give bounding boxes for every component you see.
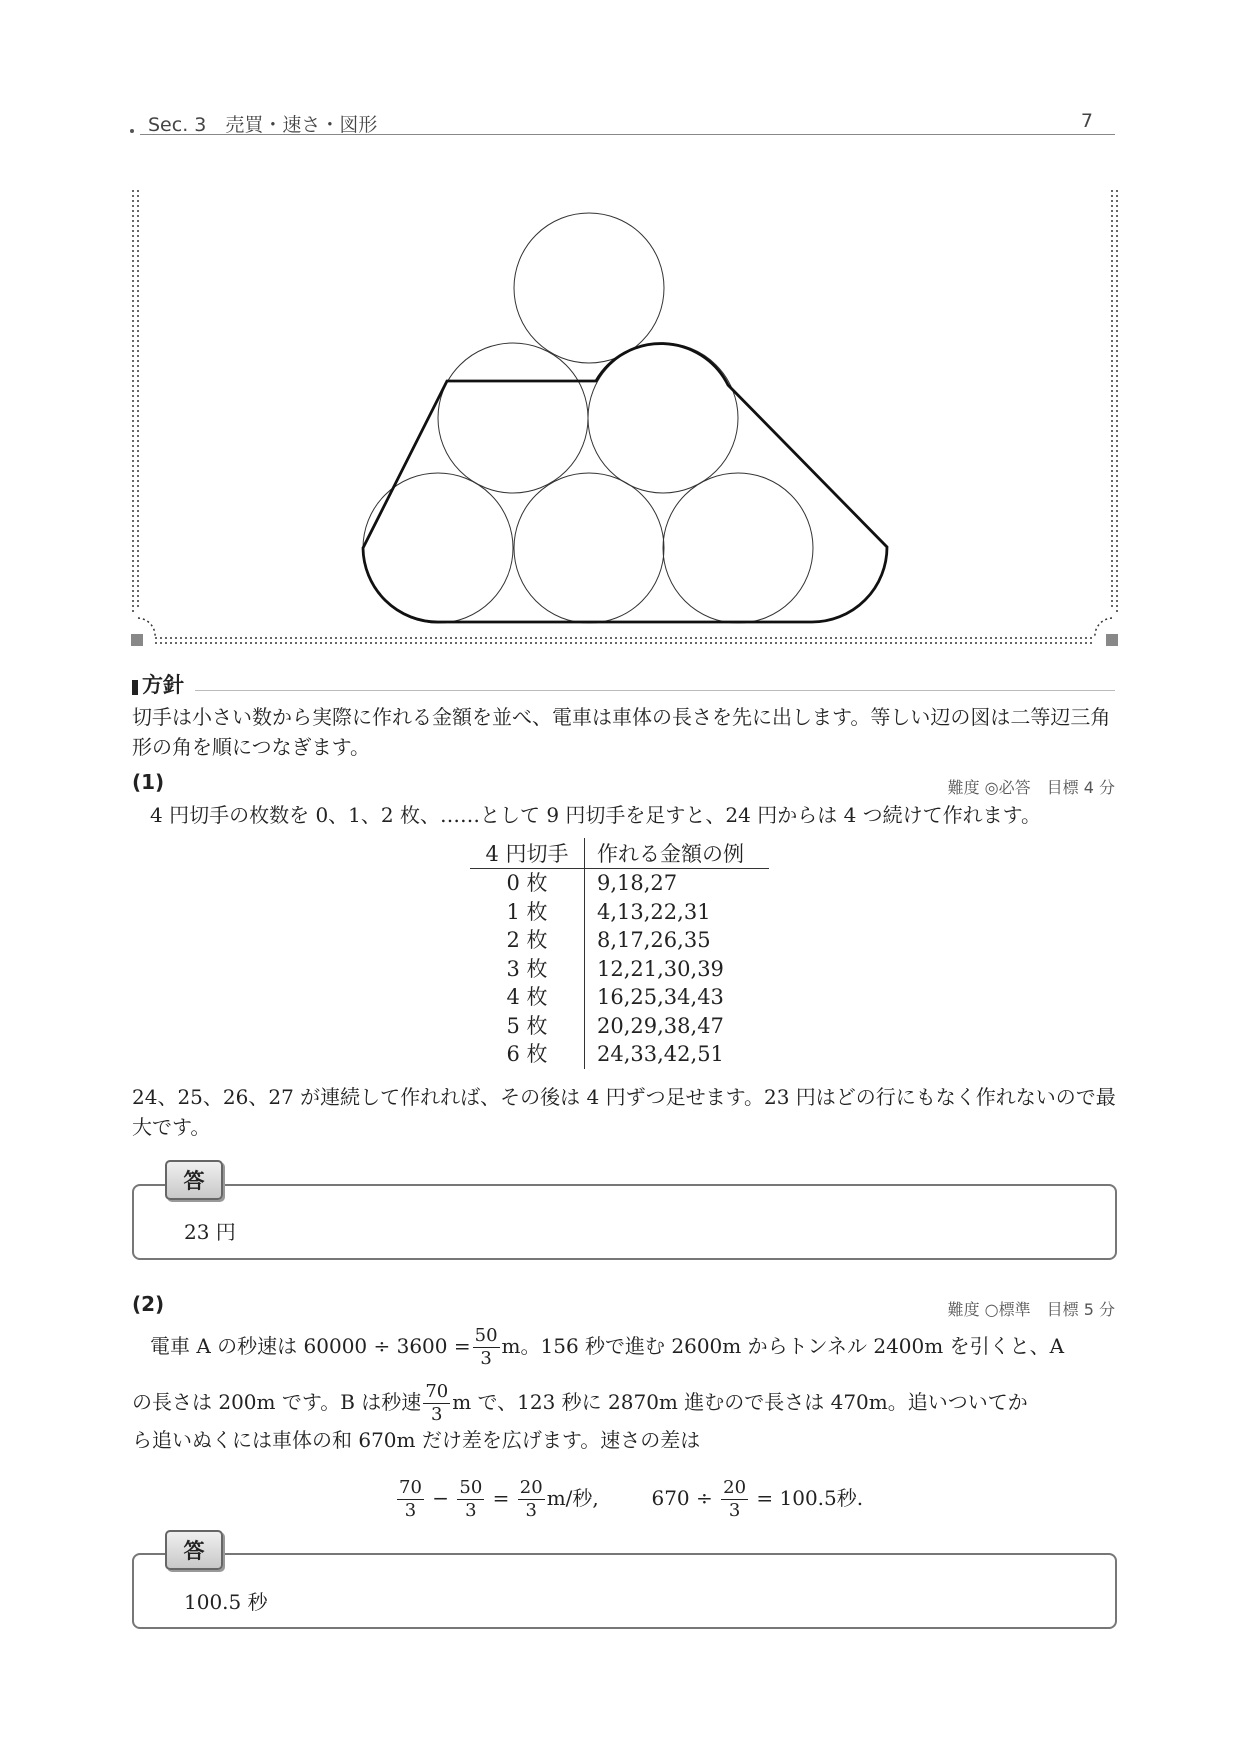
numerator: 70 <box>425 1381 449 1402</box>
table-header: 作れる金額の例 <box>585 838 770 869</box>
numerator: 20 <box>519 1477 543 1498</box>
text-run: m で、123 秒に 2870m 進むので長さは 470m。追いついてか <box>452 1390 1028 1414</box>
section-heading: 方針 <box>142 673 184 697</box>
answer-value: 23 円 <box>184 1220 236 1244</box>
page-number: 7 <box>1080 110 1093 132</box>
table-cell: 8,17,26,35 <box>597 928 711 952</box>
fraction <box>518 1477 545 1522</box>
numerator: 20 <box>723 1477 747 1498</box>
circles <box>363 213 813 623</box>
figure-frame <box>133 190 1117 643</box>
question-number: (1) <box>132 770 165 794</box>
stamp-table <box>470 838 769 1069</box>
table-row <box>470 898 769 927</box>
division-text: 670 ÷ <box>651 1486 713 1510</box>
table-cell: 2 枚 <box>470 926 585 955</box>
q2-line-2 <box>132 1374 1117 1430</box>
result-text: = 100.5秒. <box>756 1486 864 1510</box>
q1-conclusion: 24、25、26、27 が連続して作れれば、その後は 4 円ずつ足せます。23 円はどの行にもなく作れないので最大です。 <box>132 1085 1116 1139</box>
fraction <box>423 1381 450 1426</box>
answer-label: 答 <box>165 1160 223 1200</box>
text-run: 電車 A の秒速は 60000 ÷ 3600 = <box>150 1334 471 1358</box>
table-cell: 12,21,30,39 <box>597 956 724 981</box>
q2-line-3: ら追いぬくには車体の和 670m だけ差を広げます。速さの差は <box>132 1428 701 1452</box>
table-row <box>470 983 769 1012</box>
minus-sign: − <box>432 1486 450 1510</box>
table-row <box>470 955 769 984</box>
circle-bottom-center <box>514 473 664 623</box>
table-cell: 1 枚 <box>470 898 585 927</box>
header-dot <box>130 129 134 133</box>
numerator: 70 <box>399 1477 422 1498</box>
table-row <box>470 869 769 898</box>
table-cell: 6 枚 <box>470 1040 585 1069</box>
circles-figure <box>0 185 1241 655</box>
denominator: 3 <box>525 1500 537 1521</box>
answer-value: 100.5 秒 <box>184 1590 268 1614</box>
heading-marker <box>132 680 138 695</box>
circle-mid-left <box>438 343 588 493</box>
frame-corner-right <box>1106 634 1118 646</box>
table-row <box>470 1040 769 1069</box>
running-header-section: Sec. 3 売買・速さ・図形 <box>148 114 378 136</box>
denominator: 3 <box>431 1404 443 1425</box>
header-rule <box>140 134 1115 135</box>
difficulty-label: 難度 ◎必答 目標 4 分 <box>947 778 1115 797</box>
numerator: 50 <box>459 1477 483 1498</box>
question-number: (2) <box>132 1292 165 1316</box>
frame-corner-left <box>131 634 143 646</box>
difficulty-label: 難度 ○標準 目標 5 分 <box>947 1300 1115 1319</box>
numerator: 50 <box>474 1325 498 1346</box>
fraction <box>457 1477 484 1522</box>
text-run: m。156 秒で進む 2600m からトンネル 2400m を引くと、A <box>501 1334 1065 1358</box>
speed-equation <box>395 1470 863 1526</box>
equals-sign: = <box>492 1486 510 1510</box>
table-cell: 3 枚 <box>470 955 585 984</box>
denominator: 3 <box>404 1500 417 1521</box>
fraction <box>473 1325 500 1370</box>
table-cell: 20,29,38,47 <box>597 1013 724 1038</box>
text-run: の長さは 200m です。B は秒速 <box>132 1390 422 1414</box>
table-cell: 5 枚 <box>470 1012 585 1041</box>
table-cell: 16,25,34,43 <box>597 985 724 1009</box>
denominator: 3 <box>728 1500 741 1521</box>
table-cell: 0 枚 <box>470 869 585 898</box>
denominator: 3 <box>480 1348 492 1369</box>
table-cell: 24,33,42,51 <box>597 1042 724 1066</box>
circle-bottom-right <box>663 473 813 623</box>
q1-explanation: 4 円切手の枚数を 0、1、2 枚、……として 9 円切手を足すと、24 円からは 4 つ続けて作れます。 <box>150 803 1042 827</box>
denominator: 3 <box>465 1500 477 1521</box>
strategy-text: 切手は小さい数から実際に作れる金額を並べ、電車は車体の長さを先に出します。等しい辺の図は二等辺三角形の角を順につなぎます。 <box>132 705 1111 759</box>
table-row <box>470 1012 769 1041</box>
table-row <box>470 926 769 955</box>
table-cell: 9,18,27 <box>597 871 678 895</box>
answer-box <box>132 1184 1117 1260</box>
circle-top <box>514 213 664 363</box>
table-cell: 4 枚 <box>470 983 585 1012</box>
fraction <box>397 1477 424 1522</box>
table-cell: 4,13,22,31 <box>597 899 711 924</box>
fraction <box>721 1477 748 1522</box>
unit-text: m/秒, <box>546 1486 599 1510</box>
answer-label: 答 <box>165 1530 223 1570</box>
q2-line-1 <box>150 1318 1120 1374</box>
heading-rule <box>195 690 1115 691</box>
table-header: 4 円切手 <box>470 838 585 869</box>
answer-box <box>132 1553 1117 1629</box>
